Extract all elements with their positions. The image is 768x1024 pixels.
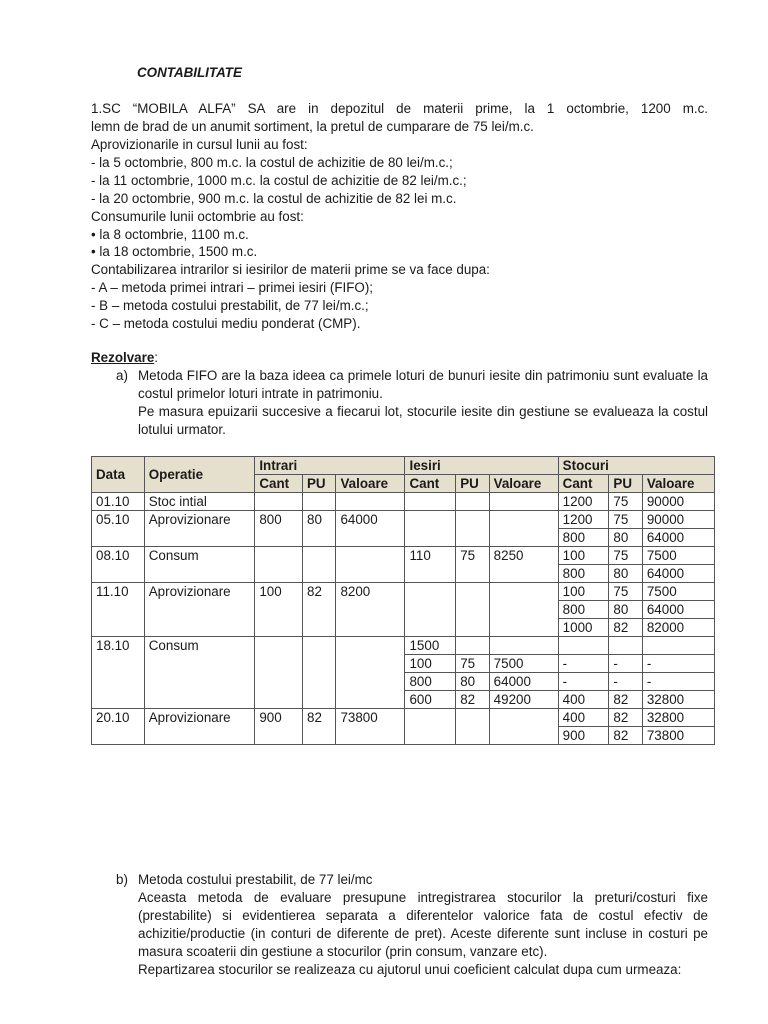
cell-stoc-pu: - [609,673,642,691]
cell-stoc-cant: - [558,655,609,673]
cell-data: 01.10 [92,493,145,511]
cell-iesiri-pu: 75 [456,547,489,583]
problem-details [91,136,708,333]
cell-stoc-pu: 80 [609,565,642,583]
header-operatie: Operatie [144,457,255,493]
table-row [92,709,715,727]
cell-stoc-valoare: 82000 [642,619,714,637]
cell-stoc-cant: 400 [558,691,609,709]
header-data: Data [92,457,145,493]
header-pu: PU [303,475,336,493]
cell-stoc-pu: 82 [609,619,642,637]
cell-intrari-pu: 82 [303,583,336,637]
fifo-table [91,456,715,745]
table-row [92,493,715,511]
header-valoare: Valoare [642,475,714,493]
item-a-paragraph-1: Metoda FIFO are la baza ideea ca primele loturi de bunuri iesite din patrimoniu sunt evaluate la costul primelor loturi intrate in patrimoniu. [138,368,708,401]
header-pu: PU [609,475,642,493]
cell-stoc-pu: 82 [609,691,642,709]
cell-iesiri-cant: 600 [405,691,456,709]
cell-stoc-pu: 75 [609,493,642,511]
cell-intrari-cant: 100 [255,583,303,637]
table-row [92,637,715,655]
solution-heading-text: Rezolvare [91,350,155,365]
cell-intrari-cant: 800 [255,511,303,547]
cell-stoc-cant: 1200 [558,511,609,529]
header-valoare: Valoare [489,475,558,493]
cell-iesiri-valoare: 49200 [489,691,558,709]
cell-stoc-pu: 75 [609,511,642,529]
item-b-paragraph-1: Aceasta metoda de evaluare presupune intregistrarea stocurilor la preturi/costuri fixe (prestabilite) si evidentierea separata a diferentelor valorice fata de costul efectiv de achizitie/productie (in conturi de diferente de pret). Aceste diferente sunt incluse in costuri pe masura scoaterii din gestiune a stocurilor (prin consum, vanzare etc). [138,889,708,959]
cell-iesiri-valoare: 8250 [489,547,558,583]
cell-operatie: Consum [144,547,255,583]
header-valoare: Valoare [336,475,405,493]
cell-stoc-cant: 400 [558,709,609,727]
cell-stoc-cant: 1000 [558,619,609,637]
table-row [92,547,715,565]
intro-line-1: 1.SC “MOBILA ALFA” SA are in depozitul de materii prime, la 1 octombrie, 1200 m.c. [91,101,708,116]
consumption-item: • la 18 octombrie, 1500 m.c. [91,244,258,260]
cell-data: 11.10 [92,583,145,637]
supply-item: - la 20 octombrie, 900 m.c. la costul de achizitie de 82 lei m.c. [91,190,457,206]
cell-intrari-cant: 900 [255,709,303,745]
cell-stoc-valoare: 7500 [642,583,714,601]
cell-iesiri-cant: 100 [405,655,456,673]
cell-stoc-pu: 82 [609,709,642,727]
cell-stoc-pu: 82 [609,727,642,745]
cell-stoc-cant: 100 [558,583,609,601]
cell-stoc-pu: 75 [609,547,642,565]
consumption-header: Consumurile lunii octombrie au fost: [91,208,304,224]
cell-stoc-cant: 900 [558,727,609,745]
cell-stoc-pu: 80 [609,601,642,619]
method-item: - B – metoda costului prestabilit, de 77 lei/m.c.; [91,298,369,314]
method-item: - A – metoda primei intrari – primei iesiri (FIFO); [91,280,374,296]
item-b-paragraph-2: Repartizarea stocurilor se realizeaza cu ajutorul unui coeficient calculat dupa cum urmeaza: [138,961,682,977]
cell-operatie: Consum [144,637,255,709]
cell-stoc-valoare: 90000 [642,493,714,511]
cell-data: 05.10 [92,511,145,547]
cell-stoc-valoare: 64000 [642,601,714,619]
cell-iesiri-valoare: 7500 [489,655,558,673]
solution-heading-colon: : [154,350,158,365]
item-b-heading: Metoda costului prestabilit, de 77 lei/mc [138,872,373,887]
cell-iesiri-cant: 110 [405,547,456,583]
problem-intro [91,100,708,136]
cell-data: 20.10 [92,709,145,745]
header-pu: PU [456,475,489,493]
cell-iesiri-pu: 80 [456,673,489,691]
cell-stoc-valoare: 7500 [642,547,714,565]
methods-header: Contabilizarea intrarilor si iesirilor de materii prime se va face dupa: [91,262,490,278]
intro-line-2: lemn de brad de un anumit sortiment, la pretul de cumparare de 75 lei/m.c. [91,118,534,134]
cell-operatie: Aprovizionare [144,709,255,745]
cell-operatie: Stoc intial [144,493,255,511]
cell-stoc-cant: 800 [558,565,609,583]
cell-iesiri-valoare: 64000 [489,673,558,691]
cell-stoc-valoare: 73800 [642,727,714,745]
header-cant: Cant [255,475,303,493]
cell-iesiri-cant: 800 [405,673,456,691]
cell-stoc-cant: 100 [558,547,609,565]
item-a [116,367,708,439]
header-iesiri: Iesiri [405,457,558,475]
header-stocuri: Stocuri [558,457,714,475]
item-a-paragraph-2: Pe masura epuizarii succesive a fiecarui lot, stocurile iesite din gestiune se evalueaza la costul lotului urmator. [138,403,708,437]
item-b [116,871,708,978]
cell-stoc-valoare: 32800 [642,691,714,709]
cell-intrari-valoare: 73800 [336,709,405,745]
cell-stoc-valoare: 64000 [642,565,714,583]
cell-stoc-cant: 800 [558,529,609,547]
header-cant: Cant [405,475,456,493]
item-b-marker: b) [116,872,128,887]
cell-stoc-pu: 75 [609,583,642,601]
cell-intrari-valoare: 64000 [336,511,405,547]
cell-stoc-cant: - [558,673,609,691]
cell-iesiri-pu: 75 [456,655,489,673]
cell-stoc-valoare: - [642,673,714,691]
method-item: - C – metoda costului mediu ponderat (CMP). [91,316,361,332]
document-title: CONTABILITATE [137,65,242,80]
cell-data: 08.10 [92,547,145,583]
cell-intrari-pu: 80 [303,511,336,547]
item-a-marker: a) [116,368,128,383]
consumption-item: • la 8 octombrie, 1100 m.c. [91,226,249,242]
cell-stoc-valoare: 64000 [642,529,714,547]
cell-stoc-cant: 1200 [558,493,609,511]
table-row [92,511,715,529]
table-row [92,583,715,601]
cell-iesiri-pu: 82 [456,691,489,709]
cell-stoc-pu: - [609,655,642,673]
cell-operatie: Aprovizionare [144,511,255,547]
cell-stoc-pu: 80 [609,529,642,547]
cell-operatie: Aprovizionare [144,583,255,637]
solution-heading [91,349,158,367]
cell-intrari-pu: 82 [303,709,336,745]
header-intrari: Intrari [255,457,405,475]
cell-stoc-valoare: 90000 [642,511,714,529]
header-cant: Cant [558,475,609,493]
cell-iesiri-total: 1500 [405,637,456,655]
cell-stoc-valoare: - [642,655,714,673]
supply-item: - la 5 octombrie, 800 m.c. la costul de achizitie de 80 lei/m.c.; [91,154,453,170]
cell-intrari-valoare: 8200 [336,583,405,637]
supplies-header: Aprovizionarile in cursul lunii au fost: [91,137,308,152]
supply-item: - la 11 octombrie, 1000 m.c. la costul de achizitie de 82 lei/m.c.; [91,172,467,188]
cell-stoc-valoare: 32800 [642,709,714,727]
cell-data: 18.10 [92,637,145,709]
cell-stoc-cant: 800 [558,601,609,619]
